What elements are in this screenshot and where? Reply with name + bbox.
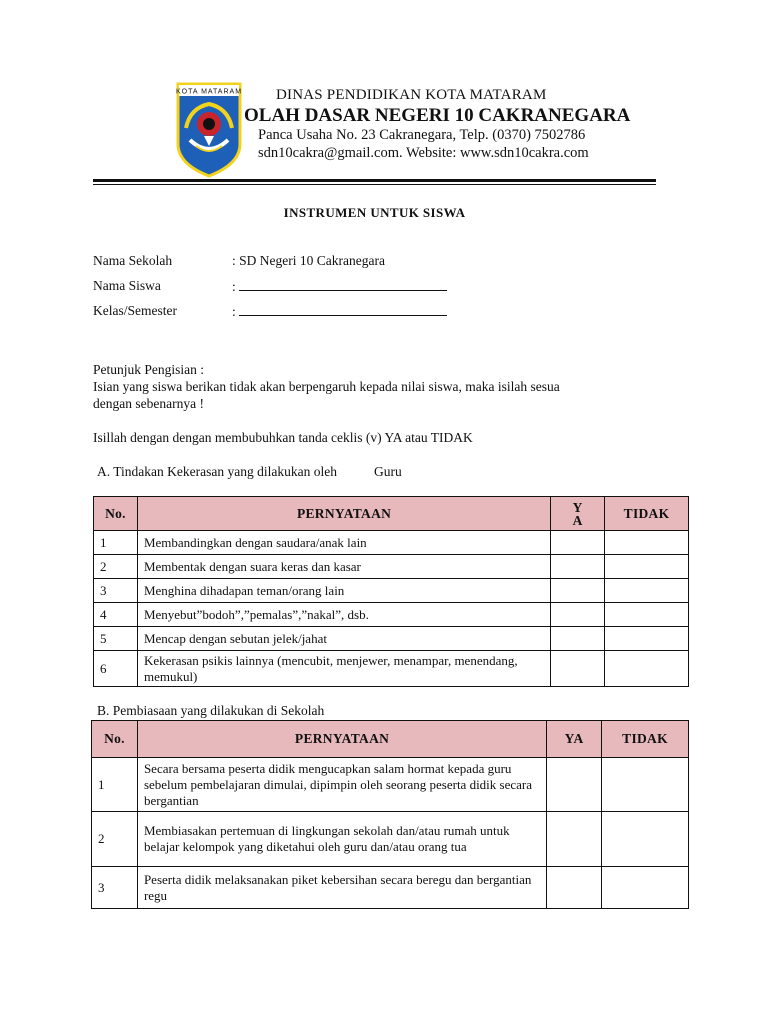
field-colon: : <box>232 304 236 319</box>
answer-tidak-cell[interactable] <box>605 627 689 651</box>
answer-ya-cell[interactable] <box>551 579 605 603</box>
field-colon: : <box>232 279 236 294</box>
ya-letter-y: Y <box>572 499 583 515</box>
table-header-row <box>94 497 689 531</box>
answer-ya-cell[interactable] <box>547 867 602 909</box>
answer-tidak-cell[interactable] <box>605 531 689 555</box>
column-header-tidak: TIDAK <box>605 497 689 531</box>
column-header-statement: PERNYATAAN <box>137 497 550 531</box>
table-section-b <box>91 720 689 909</box>
answer-tidak-cell[interactable] <box>605 579 689 603</box>
answer-ya-cell[interactable] <box>551 603 605 627</box>
instructions-heading: Petunjuk Pengisian : <box>93 362 204 377</box>
row-statement: Menghina dihadapan teman/orang lain <box>137 579 550 603</box>
answer-tidak-cell[interactable] <box>602 812 689 867</box>
table-row <box>94 531 689 555</box>
instructions-line-1: Isian yang siswa berikan tidak akan berpengaruh kepada nilai siswa, maka isilah sesua <box>93 379 560 394</box>
row-statement: Membiasakan pertemuan di lingkungan sekolah dan/atau rumah untuk belajar kelompok yang diketahui oleh guru dan/atau orang tua <box>137 812 546 867</box>
table-row <box>94 627 689 651</box>
row-statement: Secara bersama peserta didik mengucapkan salam hormat kepada guru sebelum pembelajaran dimulai, dipimpin oleh seorang peserta didik secara bergantian <box>137 758 546 812</box>
table-row <box>92 812 689 867</box>
column-header-tidak: TIDAK <box>602 721 689 758</box>
answer-ya-cell[interactable] <box>547 758 602 812</box>
answer-ya-cell[interactable] <box>551 627 605 651</box>
blank-line[interactable] <box>239 278 447 291</box>
column-header-statement: PERNYATAAN <box>137 721 546 758</box>
field-label-school: Nama Sekolah <box>93 253 173 268</box>
instructions-line-2: dengan sebenarnya ! <box>93 396 204 411</box>
field-value-school: : SD Negeri 10 Cakranegara <box>232 253 385 268</box>
field-student-name[interactable] <box>232 278 447 295</box>
table-section-a <box>93 496 689 687</box>
school-name: OLAH DASAR NEGERI 10 CAKRANEGARA <box>244 105 631 126</box>
table-row <box>94 555 689 579</box>
field-label-class: Kelas/Semester <box>93 303 177 318</box>
school-emblem-logo <box>176 82 242 178</box>
answer-ya-cell[interactable] <box>551 651 605 687</box>
row-number: 3 <box>94 579 138 603</box>
section-a-title: A. Tindakan Kekerasan yang dilakukan oleh <box>97 464 337 479</box>
answer-ya-cell[interactable] <box>551 555 605 579</box>
answer-tidak-cell[interactable] <box>605 603 689 627</box>
row-number: 2 <box>92 812 138 867</box>
svg-text:KOTA MATARAM: KOTA MATARAM <box>176 88 242 96</box>
section-a-label <box>97 463 657 480</box>
row-number: 2 <box>94 555 138 579</box>
table-row <box>94 603 689 627</box>
table-row <box>92 867 689 909</box>
row-number: 4 <box>94 603 138 627</box>
row-statement: Peserta didik melaksanakan piket kebersihan secara beregu dan bergantian regu <box>137 867 546 909</box>
header-divider-thin <box>93 184 656 185</box>
column-header-no: No. <box>92 721 138 758</box>
column-header-no: No. <box>94 497 138 531</box>
table-header-row <box>92 721 689 758</box>
row-number: 1 <box>92 758 138 812</box>
row-statement: Kekerasan psikis lainnya (mencubit, menjewer, menampar, menendang, memukul) <box>137 651 550 687</box>
row-number: 6 <box>94 651 138 687</box>
row-statement: Membentak dengan suara keras dan kasar <box>137 555 550 579</box>
column-header-ya: YA <box>547 721 602 758</box>
table-row <box>94 651 689 687</box>
section-b-label: B. Pembiasaan yang dilakukan di Sekolah <box>97 703 325 718</box>
row-statement: Mencap dengan sebutan jelek/jahat <box>137 627 550 651</box>
row-number: 3 <box>92 867 138 909</box>
column-header-ya <box>551 497 605 531</box>
document-title: INSTRUMEN UNTUK SISWA <box>283 205 466 220</box>
answer-tidak-cell[interactable] <box>602 758 689 812</box>
answer-tidak-cell[interactable] <box>605 651 689 687</box>
field-class-semester[interactable] <box>232 303 447 320</box>
row-statement: Membandingkan dengan saudara/anak lain <box>137 531 550 555</box>
answer-ya-cell[interactable] <box>547 812 602 867</box>
row-number: 1 <box>94 531 138 555</box>
row-statement: Menyebut”bodoh”,”pemalas”,”nakal”, dsb. <box>137 603 550 627</box>
row-number: 5 <box>94 627 138 651</box>
ya-letter-a: A <box>572 512 583 528</box>
blank-line[interactable] <box>239 303 447 316</box>
answer-tidak-cell[interactable] <box>605 555 689 579</box>
section-a-suffix: Guru <box>373 464 402 479</box>
school-address: Panca Usaha No. 23 Cakranegara, Telp. (0370) 7502786 <box>258 127 586 143</box>
header-divider-thick <box>93 179 656 182</box>
answer-tidak-cell[interactable] <box>602 867 689 909</box>
field-label-student: Nama Siswa <box>93 278 161 293</box>
agency-name: DINAS PENDIDIKAN KOTA MATARAM <box>276 87 547 103</box>
table-row <box>94 579 689 603</box>
instructions-line-3: Isillah dengan dengan membubuhkan tanda ceklis (v) YA atau TIDAK <box>93 430 473 445</box>
school-contact: sdn10cakra@gmail.com. Website: www.sdn10cakra.com <box>258 145 589 161</box>
answer-ya-cell[interactable] <box>551 531 605 555</box>
table-row <box>92 758 689 812</box>
